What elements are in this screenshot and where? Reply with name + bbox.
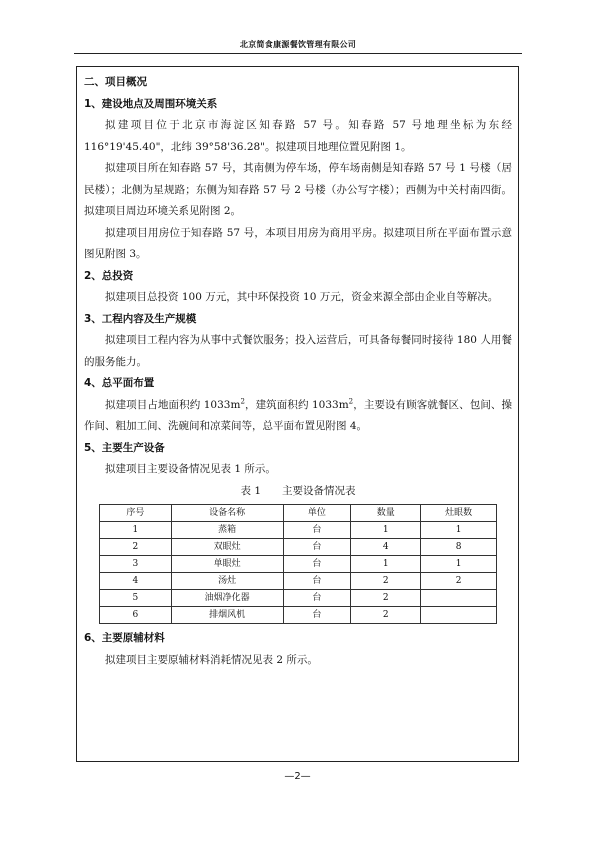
header-rule bbox=[74, 53, 522, 54]
table-row bbox=[100, 556, 497, 573]
section-4-para-1 bbox=[84, 395, 512, 438]
table-cell: 5 bbox=[100, 590, 172, 607]
chapter-title: 二、项目概况 bbox=[84, 76, 147, 88]
area-text-b: ，建筑面积约 1033m bbox=[244, 398, 349, 411]
table-cell: 1 bbox=[351, 522, 421, 539]
running-header: 北京简食康源餐饮管理有限公司 bbox=[239, 40, 357, 49]
section-1-para-2: 拟建项目所在知春路 57 号，其南侧为停车场，停车场南侧是知春路 57 号 1 号楼（居民楼）；北侧为星规路；东侧为知春路 57 号 2 号楼（办公写字楼）；西侧为中关村南四街。拟建项目周边环境关系见附图 2。 bbox=[84, 162, 512, 217]
section-5-title: 5、主要生产设备 bbox=[84, 441, 165, 454]
table-cell: 2 bbox=[351, 573, 421, 590]
table-cell: 油烟净化器 bbox=[171, 590, 283, 607]
table-cell bbox=[421, 590, 497, 607]
table-cell: 1 bbox=[351, 556, 421, 573]
table-cell: 2 bbox=[421, 573, 497, 590]
table-row bbox=[100, 607, 497, 624]
section-6-title: 6、主要原辅材料 bbox=[84, 632, 165, 644]
document-body bbox=[84, 72, 512, 671]
table-cell: 台 bbox=[283, 556, 351, 573]
section-6-para-1: 拟建项目主要原辅材料消耗情况见表 2 所示。 bbox=[105, 653, 318, 666]
table-cell: 2 bbox=[351, 590, 421, 607]
table-header-cell: 设备名称 bbox=[171, 505, 283, 522]
table-cell: 1 bbox=[421, 556, 497, 573]
table-header-cell: 单位 bbox=[283, 505, 351, 522]
superscript: 2 bbox=[348, 397, 354, 405]
table-cell: 台 bbox=[283, 539, 351, 556]
table-cell: 单眼灶 bbox=[171, 556, 283, 573]
section-3-para-1: 拟建项目工程内容为从事中式餐饮服务；投入运营后，可具备每餐同时接待 180 人用餐的服务能力。 bbox=[84, 334, 512, 368]
table-cell: 1 bbox=[100, 522, 172, 539]
table-cell: 汤灶 bbox=[171, 573, 283, 590]
table-header-cell: 灶眼数 bbox=[421, 505, 497, 522]
section-1-para-3: 拟建项目用房位于知春路 57 号，本项目用房为商用平房。拟建项目所在平面布置示意图见附图 3。 bbox=[84, 226, 512, 260]
table-cell: 台 bbox=[283, 573, 351, 590]
section-1-para-1: 拟建项目位于北京市海淀区知春路 57 号。知春路 57 号地理坐标为东经116°19'45.40"，北纬 39°58'36.28"。拟建项目地理位置见附图 1。 bbox=[84, 119, 512, 153]
table-row bbox=[100, 539, 497, 556]
table-row bbox=[100, 522, 497, 539]
table-cell: 1 bbox=[421, 522, 497, 539]
table-cell: 8 bbox=[421, 539, 497, 556]
table-cell: 3 bbox=[100, 556, 172, 573]
table-cell: 台 bbox=[283, 607, 351, 624]
table-cell: 2 bbox=[100, 539, 172, 556]
equipment-table bbox=[99, 504, 497, 624]
section-2-title: 2、总投资 bbox=[84, 269, 134, 282]
table-header-cell: 序号 bbox=[100, 505, 172, 522]
area-text-c: ，主要设有顾客就餐区、包间、操作间、粗加工间、洗碗间和凉菜间等，总平面布置见附图 4。 bbox=[84, 398, 513, 432]
page-number: —2— bbox=[284, 771, 311, 782]
table-header-cell: 数量 bbox=[351, 505, 421, 522]
table-cell: 台 bbox=[283, 590, 351, 607]
table-cell: 2 bbox=[351, 607, 421, 624]
table-cell: 排烟风机 bbox=[171, 607, 283, 624]
table-cell: 4 bbox=[100, 573, 172, 590]
section-3-title: 3、工程内容及生产规模 bbox=[84, 312, 197, 325]
section-2-para-1: 拟建项目总投资 100 万元，其中环保投资 10 万元，资金来源全部由企业自等解决。 bbox=[105, 291, 499, 303]
table-row bbox=[100, 590, 497, 607]
table-cell bbox=[421, 607, 497, 624]
superscript: 2 bbox=[240, 397, 245, 405]
table-caption: 表 1 主要设备情况表 bbox=[240, 484, 356, 497]
section-5-para-1: 拟建项目主要设备情况见表 1 所示。 bbox=[105, 463, 276, 475]
section-4-title: 4、总平面布置 bbox=[84, 377, 155, 389]
table-cell: 蒸箱 bbox=[171, 522, 283, 539]
table-cell: 4 bbox=[351, 539, 421, 556]
area-text-a: 拟建项目占地面积约 1033m bbox=[105, 398, 241, 411]
table-cell: 6 bbox=[100, 607, 172, 624]
table-row bbox=[100, 573, 497, 590]
table-cell: 双眼灶 bbox=[171, 539, 283, 556]
table-header-row bbox=[100, 505, 497, 522]
section-1-title: 1、建设地点及周围环境关系 bbox=[84, 97, 218, 110]
table-cell: 台 bbox=[283, 522, 351, 539]
